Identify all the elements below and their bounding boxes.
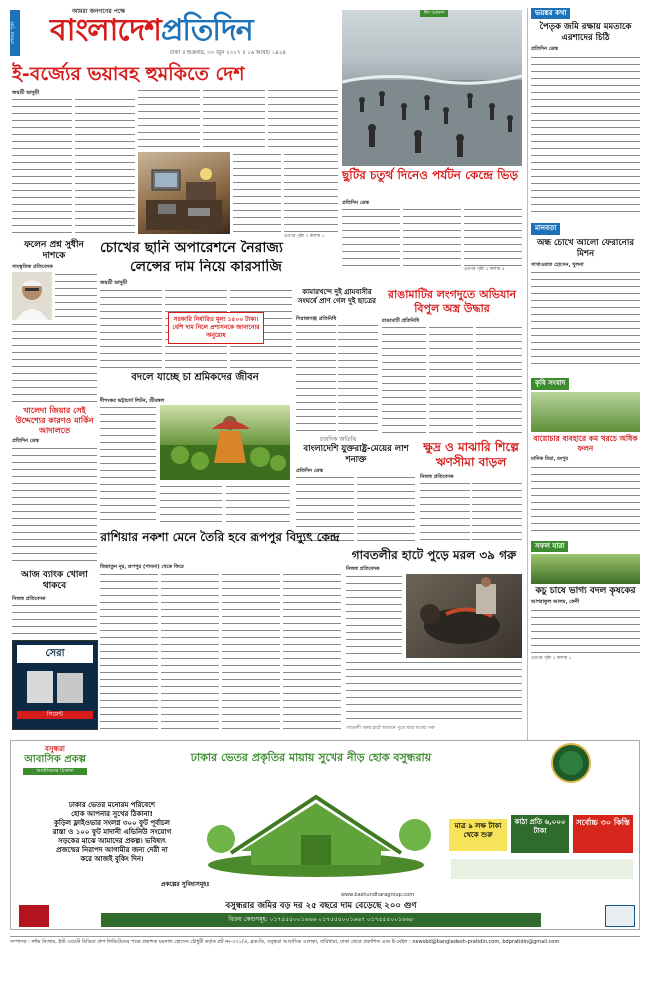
khaleda-body [12, 446, 97, 566]
ad-logo-line3: আজীবনের ঠিকানা [23, 768, 87, 775]
power-col3 [222, 572, 280, 734]
story4-photo [531, 554, 640, 584]
bank-headline: আজ ব্যাংক খোলা থাকবে [21, 570, 88, 591]
cattle-col1 [346, 574, 402, 658]
rangamati-col3 [476, 325, 522, 435]
masthead-tagline: আমরা জনগণের পক্ষে [72, 8, 126, 15]
lens-headline-2: লেন্সের দাম নিয়ে কারসাজি [130, 259, 282, 275]
cattle-caption: গাবতলী গরুর হাটে আগুনে পুড়ে মারা যাওয়া গরু [346, 726, 435, 731]
tea-col3 [226, 484, 290, 526]
rangamati-col2 [429, 325, 473, 435]
section-label-2: মানবতা [531, 223, 560, 234]
power-headline: রাশিয়ার নকশা মেনে তৈরি হবে রূপপুর বিদ্যুৎ কেন্দ্র [100, 530, 340, 544]
ad-body-line6: প্রজন্মের নিরাপদ আগামীর জন্য দেরী না [56, 846, 168, 854]
obituary-portrait [12, 272, 52, 320]
lead-col5 [268, 88, 338, 148]
power-byline: জিন্নাতুন নূর, রূপপুর (পাবনা) থেকে ফিরে [100, 564, 184, 570]
bank-byline: নিজস্ব প্রতিবেদক [12, 596, 46, 602]
eid-col3 [464, 207, 522, 267]
power-col2 [161, 572, 219, 734]
us-col2 [357, 475, 415, 545]
lead-col7 [284, 152, 338, 234]
kamarkhand-headline: কামারখন্দে দুই গ্রামবাসীর সংঘর্ষে প্রাণ গেল দুই ছাত্রের [298, 288, 376, 305]
ad-location-note [451, 859, 633, 879]
imprint: সম্পাদক : নঈম নিজাম, ইস্ট ওয়েস্ট মিডিয়া গ্রুপ লিমিটেডের পক্ষে প্রকাশক ময়নাল হোসেন চৌধুরী কর্তৃক প্লট নং-৩৭১/এ, ব্লক-ডি, বসুন্ধরা আবাসিক এলাকা, বারিধারা, ঢাকা থেকে প্রকাশিত এবং ই-মেইল : newsbd@bangladesh-pratidin.com, bdpratidin@gmail.com [10, 936, 640, 956]
lens-pullquote: সরকারি নির্ধারিত মূল্য ১৫০০ টাকা। বেশি দাম নিলে প্রশাসনকে জানানোর অনুরোধ [168, 312, 264, 344]
story2-byline: সাখাওয়াত হোসেন, খুলনা [531, 261, 584, 268]
rangamati-col1 [382, 325, 426, 435]
tea-col1 [100, 405, 156, 525]
lead-photo [138, 152, 230, 234]
burned-cattle-illustration [406, 574, 522, 658]
ad-badge-inner [559, 751, 583, 775]
story2-title: অন্ধ চোখে আলো ফেরানোর মিশন [536, 237, 635, 259]
story4-title: কচু চাষে ভাগ্য বদল কৃষকের [535, 586, 636, 596]
lead-col4 [203, 88, 265, 148]
story3-body [531, 465, 640, 535]
lens-byline: জয়শ্রী ভাদুড়ী [100, 280, 128, 286]
ad-logo [17, 745, 93, 789]
lead-continued: এরপর পৃষ্ঠা ২ কলাম ১ [284, 234, 325, 239]
ad-website[interactable]: www.bashundharagroup.com [341, 892, 415, 898]
obituary-body-b [12, 322, 97, 402]
side-ad-brand: সেরা [17, 645, 93, 663]
kamarkhand-col1 [296, 323, 336, 433]
lens-headline-1: চোখের ছানি অপারেশনে নৈরাজ্য [100, 240, 283, 256]
lead-col2 [75, 97, 135, 235]
ad-body-line7: করে আজই বুকিং দিন। [80, 855, 144, 863]
ad-headline: ঢাকার ভেতর প্রকৃতির মায়ায় সুখের নীড় হোক বসুন্ধরায় [190, 751, 432, 764]
sme-byline: নিজস্ব প্রতিবেদক [420, 474, 454, 480]
e-waste-illustration [138, 152, 230, 234]
lead-col1 [12, 97, 72, 235]
ad-badge [551, 743, 591, 783]
story3-title: বায়োচার ব্যবহারে কম খরচে অধিক ফলন [533, 433, 638, 453]
sme-col1 [420, 481, 470, 545]
ad-body-line2: হোক আপনার সুখের ঠিকানা! [71, 810, 153, 818]
lead-col3 [138, 88, 200, 148]
ad-logo-line2: আবাসিক প্রকল্প [24, 754, 86, 766]
power-col1 [100, 572, 158, 734]
story1-body [531, 55, 640, 215]
story3-photo [531, 392, 640, 432]
edition-side-label: শেষের পৃষ্ঠা [10, 10, 20, 56]
story4-byline: আশরাফুল আলম, ফেনী [531, 599, 580, 605]
us-label: চারদিক অতিথি [320, 436, 357, 443]
cattle-byline: নিজস্ব প্রতিবেদক [346, 566, 380, 572]
ad-body-line3: কুড়িল ফ্লাইওভার সংলগ্ন ৩০০ ফুট পূর্বাচল [53, 819, 171, 827]
ad-corporate-logo-left [19, 905, 49, 927]
ad-body-line5: সড়কের মাঝে আমাদের প্রকল্প। ভবিষ্যৎ [58, 837, 166, 845]
story2-body [531, 270, 640, 370]
lead-headline: ই-বর্জ্যের ভয়াবহ হুমকিতে দেশ [12, 63, 245, 85]
ad-price-line: বসুন্ধরার জমির বড় দর ২৫ বছরে দাম বেড়েছে ২০০ গুণ [225, 901, 417, 911]
eid-continued: এরপর পৃষ্ঠা ২ কলাম ৫ [464, 267, 505, 272]
ad-facilities: প্রকল্পের সুবিধাসমূহঃ [161, 881, 210, 888]
section-label-1: ভয়ঙ্কর কথা [531, 8, 570, 19]
cattle-headline: গাবতলীর হাটে পুড়ে মরল ৩৯ গরু [351, 548, 517, 562]
beach-crowd-illustration [342, 10, 522, 166]
eid-photo [342, 10, 522, 166]
kamarkhand-col2 [338, 323, 378, 433]
ad-corporate-logo-right [605, 905, 635, 927]
ad-body [27, 801, 197, 864]
khaleda-byline: প্রতিদিন ডেস্ক [12, 438, 40, 444]
power-col4 [283, 572, 341, 734]
eid-headline: ছুটির চতুর্থ দিনেও পর্যটন কেন্দ্রে ভিড় [342, 168, 519, 182]
eid-col2 [403, 207, 461, 267]
right-column [527, 8, 640, 808]
lens-col1 [100, 288, 162, 368]
khaleda-headline: খালেদা জিয়ার সেই উদ্দেশ্যের কারণও মার্কিন আদালতে [15, 406, 94, 435]
bank-body [12, 603, 97, 637]
masthead-title-part2: প্রতিদিন [160, 13, 253, 48]
eid-photo-label: ঈদ আনন্দ [420, 10, 448, 17]
section-label-3: কৃষি সংবাদ [531, 378, 569, 389]
side-ad [12, 640, 98, 730]
bashundhara-ad [10, 740, 640, 930]
cement-bag-illustration [13, 667, 99, 707]
ad-offer-box-1: মাত্র ৯ লক্ষ টাকা থেকে শুরু [449, 819, 507, 851]
masthead-title [50, 14, 253, 48]
portrait-illustration [12, 272, 52, 320]
rangamati-byline: রাঙামাটি প্রতিনিধি [382, 318, 420, 324]
eid-byline: প্রতিদিন ডেস্ক [342, 200, 370, 206]
us-byline: প্রতিদিন ডেস্ক [296, 468, 324, 474]
cattle-body [346, 660, 522, 724]
right-continued: এরপর পৃষ্ঠা ২ কলাম ১ [531, 655, 572, 661]
ad-house-illustration [201, 769, 431, 879]
obituary-body-a [55, 272, 97, 320]
section-label-4: সফল যারা [531, 541, 568, 552]
story1-byline: প্রতিদিন ডেস্ক [531, 46, 559, 53]
lead-byline: জয়শ্রী ভাদুড়ী [12, 90, 40, 96]
us-headline: বাংলাদেশি যুক্তরাষ্ট্র-মেয়ের লাশ শনাক্ত [303, 444, 409, 465]
obituary-headline: ফলেন প্রশ্ন সুধীন দাশকে [24, 240, 84, 261]
tea-col2 [160, 484, 222, 526]
ad-body-line1: ঢাকার ভেতর মনোরম পরিবেশে [68, 801, 156, 809]
masthead-title-part1: বাংলাদেশ [50, 13, 161, 48]
sme-headline: ক্ষুদ্র ও মাঝারি শিল্পে ঋণসীমা বাড়ল [423, 440, 519, 469]
kamarkhand-byline: সিরাজগঞ্জ প্রতিনিধি [296, 316, 337, 322]
tea-headline: বদলে যাচ্ছে চা শ্রমিকদের জীবন [131, 372, 259, 383]
story3-byline: মানিক মিয়া, রংপুর [531, 455, 569, 462]
sme-col2 [472, 481, 522, 545]
rangamati-headline: রাঙামাটির লংগদুতে অভিযান বিপুল অস্ত্র উদ্ধার [387, 288, 517, 315]
dateline: ঢাকা ॥ শুক্রবার, ৩০ জুন ২০১৭ ॥ ১৬ আষাঢ় ১৪২৪ [170, 50, 286, 56]
story1-title: পৈতৃক জমি রক্ষায় মমতাকে এরশাদের চিঠি [539, 22, 632, 44]
ad-hotline: বিক্রয় কেন্দ্রসমূহ: ০১৭৫৫৫০০১৬৬৬ ০১৭৫৫৫০০১৬৬৭ ০১৭৫৫৫০০১৬৬৮ [101, 913, 541, 927]
ad-offer-box-2: কাঠা প্রতি ৬,০০০ টাকা [511, 815, 569, 853]
ad-logo-line1: বসুন্ধরা [45, 745, 65, 753]
story4-body [531, 608, 640, 656]
ad-offer-box-3: সর্বোচ্চ ৩০ কিস্তি [573, 815, 633, 853]
tea-worker-illustration [160, 405, 290, 480]
cattle-photo [406, 574, 522, 658]
side-ad-label: সিমেন্ট [17, 711, 93, 719]
lead-col6 [233, 152, 281, 234]
obituary-byline: সাংস্কৃতিক প্রতিবেদক [12, 264, 53, 270]
tea-photo [160, 405, 290, 480]
eid-col1 [342, 207, 400, 267]
ad-body-line4: রাস্তা ও ১০০ ফুট মাদানী এভিনিউ সংযোগ [52, 828, 172, 836]
tea-byline: দীপংকর ভট্টাচার্য লিটন, শ্রীমঙ্গল [100, 398, 165, 404]
